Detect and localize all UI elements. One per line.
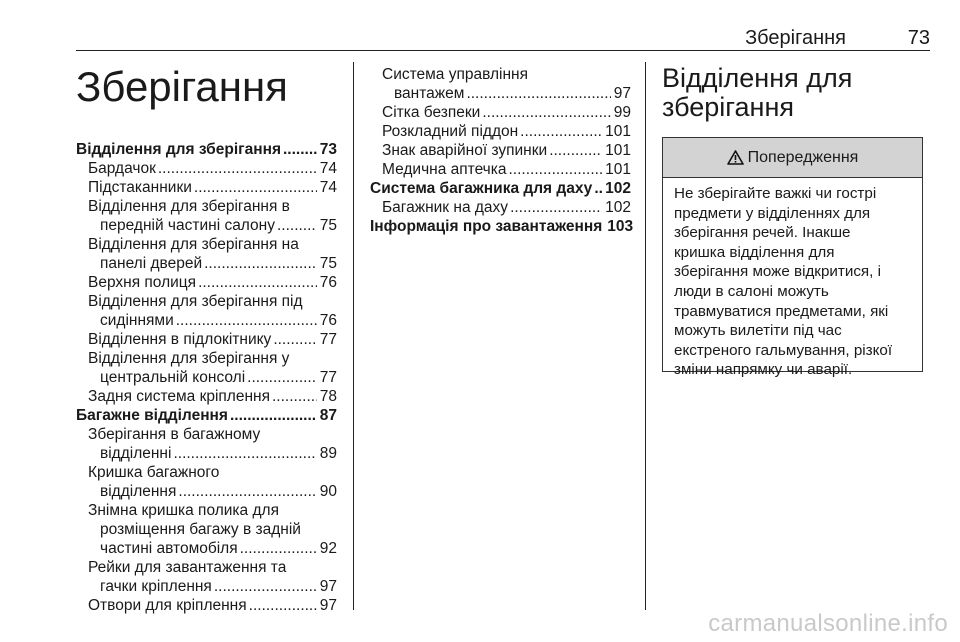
toc-page-number: 90: [319, 483, 337, 500]
toc-page-number: 97: [319, 597, 337, 614]
toc-dot-leader: [173, 444, 316, 463]
toc-entry-text: Інформація про завантаження: [370, 218, 603, 235]
warning-text-line: предмети у відділеннях для: [674, 204, 871, 222]
toc-entry-text: Розкладний піддон: [382, 123, 519, 140]
warning-text-line: кришка відділення для: [674, 243, 835, 261]
toc-entry-text: Отвори для кріплення: [88, 597, 247, 614]
running-header-title: Зберігання: [745, 27, 846, 49]
toc-entry-line: [88, 482, 337, 501]
warning-triangle-icon: [727, 150, 744, 165]
toc-entry-text: гачки кріплення: [100, 578, 212, 595]
toc-chapter-entry[interactable]: [76, 140, 337, 159]
toc-page-number: 97: [613, 85, 631, 102]
toc-entry-line: [88, 311, 337, 330]
toc-entry-line: [88, 577, 337, 596]
toc-entry-text: частині автомобіля: [100, 540, 238, 557]
toc-entry-line: [88, 596, 337, 615]
toc-page-number: 76: [319, 312, 337, 329]
toc-chapter-entry[interactable]: [76, 406, 337, 425]
toc-dot-leader: [198, 273, 317, 292]
toc-page-number: 92: [319, 540, 337, 557]
toc-entry-line: [88, 292, 337, 311]
toc-entry-line: [88, 159, 337, 178]
toc-entry-line: [88, 254, 337, 273]
toc-dot-leader: [466, 84, 610, 103]
toc-page-number: 102: [605, 180, 631, 197]
toc-chapter-entry[interactable]: [370, 179, 631, 198]
toc-entry-text: Задня система кріплення: [88, 388, 270, 405]
toc-entry-text: Відділення в підлокітнику: [88, 331, 272, 348]
toc-page-number: 101: [605, 161, 631, 178]
toc-page-number: 99: [613, 104, 631, 121]
toc-entry-line: [88, 368, 337, 387]
toc-entry-text: Бардачок: [88, 160, 156, 177]
toc-entry-line: [76, 140, 337, 159]
toc-entry-line: [382, 141, 631, 160]
toc-entry-line: [382, 65, 631, 84]
toc-dot-leader: [214, 577, 317, 596]
toc-entry-text: Знімна кришка полика для: [88, 502, 279, 519]
toc-page-number: 73: [319, 141, 337, 158]
section-title-line: зберігання: [662, 92, 794, 122]
toc-entry-text: центральній консолі: [100, 369, 246, 386]
toc-entry-text: розміщення багажу в задній: [100, 521, 301, 538]
toc-page-number: 87: [319, 407, 337, 424]
toc-page-number: 75: [319, 217, 337, 234]
toc-page-number: 103: [607, 218, 634, 235]
toc-entry-line: [88, 216, 337, 235]
toc-entry-line: [382, 84, 631, 103]
toc-dot-leader: [520, 122, 602, 141]
toc-entry[interactable]: [370, 198, 631, 217]
toc-entry[interactable]: [76, 596, 337, 615]
toc-dot-leader: [283, 140, 317, 159]
section-title-line: Відділення для: [662, 63, 853, 93]
toc-entry-line: [370, 217, 634, 236]
warning-text-line: можуть вилетіти під час: [674, 322, 842, 340]
toc-entry[interactable]: [370, 122, 631, 141]
toc-entry[interactable]: [370, 141, 631, 160]
warning-text-line: зміни напрямку чи аварії.: [674, 361, 853, 379]
toc-entry-line: [370, 179, 631, 198]
toc-entry[interactable]: [76, 463, 337, 501]
toc-page-number: 74: [319, 179, 337, 196]
toc-page-number: 75: [319, 255, 337, 272]
toc-entry-text: Відділення для зберігання в: [88, 198, 290, 215]
toc-entry[interactable]: [76, 159, 337, 178]
warning-text-line: травмуватися предметами, які: [674, 302, 889, 320]
toc-entry[interactable]: [370, 160, 631, 179]
toc-entry[interactable]: [76, 178, 337, 197]
toc-entry-text: Система управління: [382, 66, 528, 83]
toc-page-number: 74: [319, 160, 337, 177]
running-header: [76, 24, 930, 51]
toc-dot-leader: [277, 216, 317, 235]
toc-entry-text: сидіннями: [100, 312, 174, 329]
toc-entry-text: відділенні: [100, 445, 172, 462]
toc-dot-leader: [272, 387, 317, 406]
toc-page-number: 78: [319, 388, 337, 405]
toc-entry-line: [382, 198, 631, 217]
toc-entry-text: передній частині салону: [100, 217, 275, 234]
toc-entry-text: Сітка безпеки: [382, 104, 481, 121]
toc-entry-text: Кришка багажного: [88, 464, 220, 481]
toc-dot-leader: [594, 179, 602, 198]
toc-dot-leader: [509, 160, 603, 179]
toc-entry-text: панелі дверей: [100, 255, 203, 272]
toc-page-number: 77: [319, 369, 337, 386]
toc-entry-line: [88, 178, 337, 197]
toc-dot-leader: [247, 368, 317, 387]
warning-text-line: зберігання може відкритися, і: [674, 263, 881, 281]
toc-page-number: 77: [319, 331, 337, 348]
toc-entry-line: [382, 122, 631, 141]
toc-entry-line: [88, 197, 337, 216]
warning-text-line: Не зберігайте важкі чи гострі: [674, 185, 877, 202]
toc-entry-text: Відділення для зберігання під: [88, 293, 303, 310]
toc-page-number: 101: [605, 142, 631, 159]
toc-entry-line: [88, 387, 337, 406]
toc-entry[interactable]: [76, 292, 337, 330]
toc-entry-line: [88, 349, 337, 368]
toc-dot-leader: [240, 539, 317, 558]
toc-page-number: 102: [605, 199, 631, 216]
toc-entry-line: [88, 463, 337, 482]
warning-text-line: зберігання речей. Інакше: [674, 224, 851, 242]
toc-entry[interactable]: [76, 349, 337, 387]
toc-entry-text: Рейки для завантаження та: [88, 559, 287, 576]
toc-entry[interactable]: [370, 65, 631, 103]
toc-entry[interactable]: [76, 501, 337, 558]
page-number: 73: [907, 27, 930, 49]
toc-entry-text: відділення: [100, 483, 177, 500]
toc-column-1: [76, 140, 337, 615]
toc-entry-text: Верхня полиця: [88, 274, 197, 291]
toc-entry-line: [76, 406, 337, 425]
chapter-title: Зберігання: [76, 63, 288, 110]
toc-entry[interactable]: [76, 387, 337, 406]
toc-entry[interactable]: [76, 330, 337, 349]
toc-entry-text: Відділення для зберігання: [76, 141, 281, 158]
section-title: [662, 64, 852, 122]
toc-entry-line: [88, 520, 337, 539]
toc-entry-text: Зберігання в багажному: [88, 426, 261, 443]
warning-text-line: люди в салоні можуть: [674, 282, 829, 300]
toc-entry-text: Медична аптечка: [382, 161, 507, 178]
toc-entry-line: [88, 539, 337, 558]
toc-entry-line: [382, 103, 631, 122]
toc-entry-text: Відділення для зберігання у: [88, 350, 290, 367]
toc-entry[interactable]: [76, 273, 337, 292]
toc-dot-leader: [158, 159, 317, 178]
toc-dot-leader: [176, 311, 317, 330]
toc-dot-leader: [194, 178, 317, 197]
toc-entry-text: Підстаканники: [88, 179, 192, 196]
toc-dot-leader: [249, 596, 317, 615]
toc-chapter-entry[interactable]: [370, 217, 634, 236]
toc-entry-text: Система багажника для даху: [370, 180, 593, 197]
warning-text-line: екстреного гальмування, різкої: [674, 341, 893, 359]
warning-text: [663, 178, 922, 380]
toc-entry-text: Багажне відділення: [76, 407, 228, 424]
toc-dot-leader: [204, 254, 317, 273]
toc-entry-line: [88, 501, 337, 520]
warning-header: [663, 138, 922, 178]
toc-entry-text: вантажем: [394, 85, 465, 102]
toc-page-number: 97: [319, 578, 337, 595]
toc-entry-text: Знак аварійної зупинки: [382, 142, 548, 159]
warning-box: [662, 137, 923, 379]
toc-entry[interactable]: [370, 103, 631, 122]
toc-entry-line: [88, 330, 337, 349]
toc-page-number: 76: [319, 274, 337, 291]
toc-column-2: [370, 65, 634, 236]
toc-page-number: 89: [319, 445, 337, 462]
toc-page-number: 101: [605, 123, 631, 140]
toc-dot-leader: [510, 198, 602, 217]
toc-dot-leader: [482, 103, 610, 122]
toc-entry-line: [382, 160, 631, 179]
toc-entry-text: Відділення для зберігання на: [88, 236, 299, 253]
toc-entry-line: [88, 444, 337, 463]
toc-entry[interactable]: [76, 197, 337, 235]
toc-entry[interactable]: [76, 558, 337, 596]
toc-dot-leader: [178, 482, 316, 501]
toc-entry[interactable]: [76, 235, 337, 273]
toc-dot-leader: [230, 406, 317, 425]
toc-dot-leader: [549, 141, 602, 160]
toc-entry-line: [88, 558, 337, 577]
column-divider: [645, 62, 646, 610]
toc-entry[interactable]: [76, 425, 337, 463]
toc-entry-line: [88, 235, 337, 254]
warning-title: Попередження: [747, 148, 859, 166]
toc-entry-line: [88, 425, 337, 444]
watermark: carmanualsonline.info: [708, 610, 948, 637]
toc-dot-leader: [273, 330, 316, 349]
toc-entry-line: [88, 273, 337, 292]
column-divider: [353, 62, 354, 610]
toc-entry-text: Багажник на даху: [382, 199, 509, 216]
